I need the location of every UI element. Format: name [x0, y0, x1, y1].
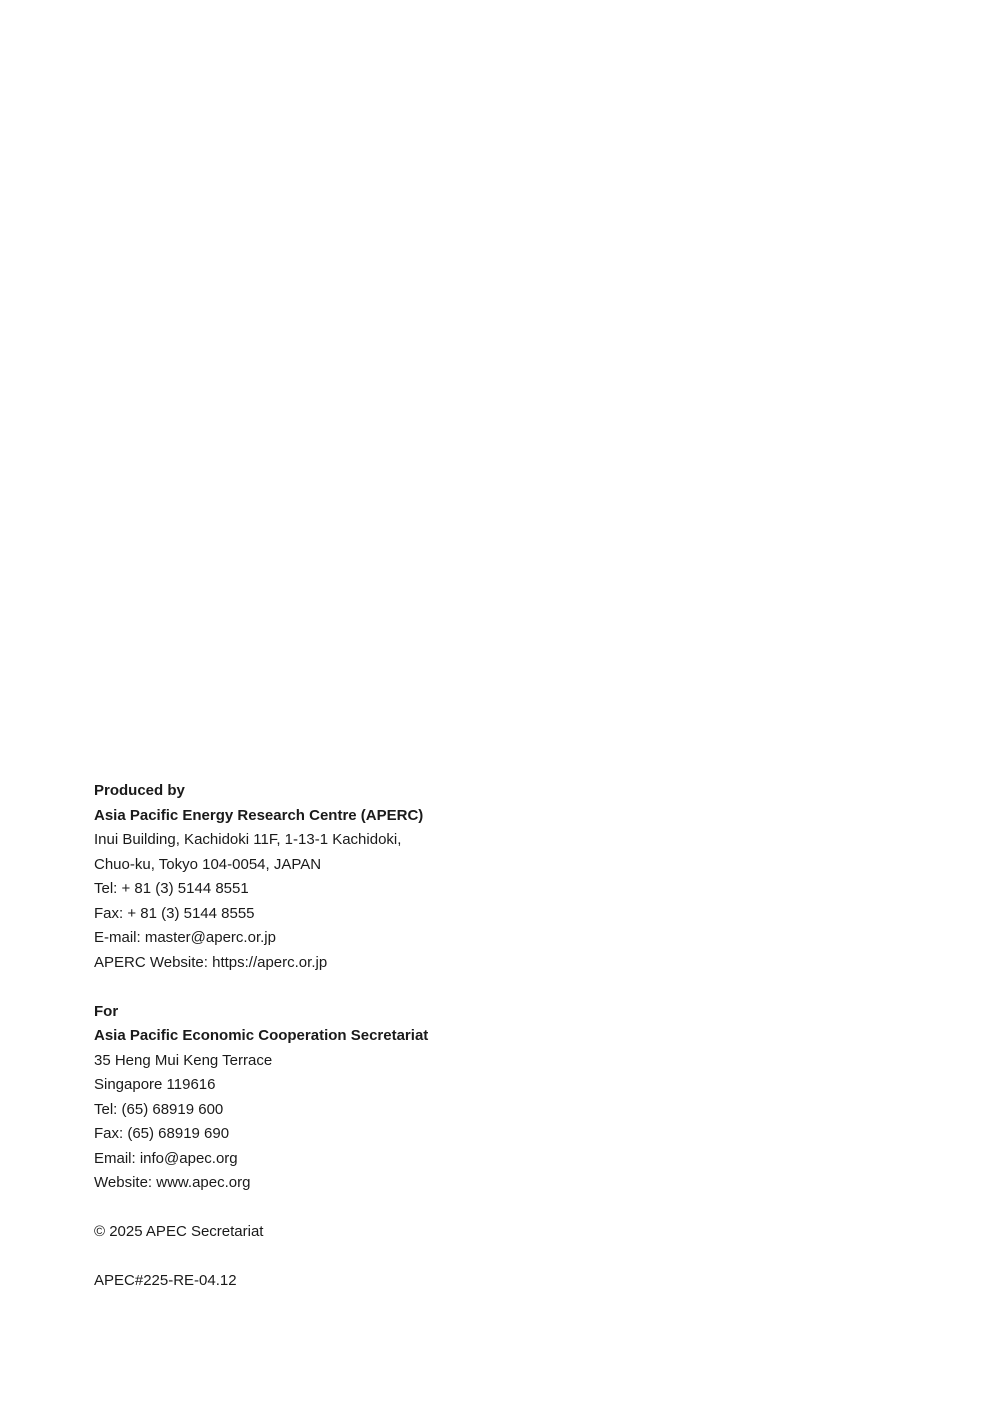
- producer-address-line-2: Chuo-ku, Tokyo 104-0054, JAPAN: [94, 855, 322, 873]
- for-section: [94, 1000, 694, 1196]
- for-website: Website: www.apec.org: [94, 1174, 251, 1191]
- copyright-notice: © 2025 APEC Secretariat: [94, 1223, 264, 1240]
- producer-address-line-1: Inui Building, Kachidoki 11F, 1-13-1 Kachidoki,: [94, 831, 402, 848]
- producer-website: APERC Website: https://aperc.or.jp: [94, 953, 328, 971]
- publication-number: APEC#225-RE-04.12: [94, 1272, 237, 1289]
- producer-organization: Asia Pacific Energy Research Centre (APERC): [94, 806, 424, 824]
- for-organization: Asia Pacific Economic Cooperation Secretariat: [94, 1027, 429, 1044]
- produced-by-heading: Produced by: [94, 782, 185, 799]
- spacer: [94, 975, 694, 1000]
- producer-email: E-mail: master@aperc.or.jp: [94, 929, 276, 946]
- for-heading: For: [94, 1002, 119, 1020]
- spacer: [94, 1196, 694, 1221]
- for-address-line-2: Singapore 119616: [94, 1076, 216, 1093]
- producer-tel: Tel: + 81 (3) 5144 8551: [94, 880, 249, 897]
- for-email: Email: info@apec.org: [94, 1149, 238, 1167]
- for-address-line-1: 35 Heng Mui Keng Terrace: [94, 1051, 273, 1069]
- for-tel: Tel: (65) 68919 600: [94, 1100, 224, 1118]
- for-fax: Fax: (65) 68919 690: [94, 1125, 230, 1142]
- spacer: [94, 1245, 694, 1270]
- colophon: [94, 779, 694, 1294]
- produced-by-section: [94, 779, 694, 975]
- producer-fax: Fax: + 81 (3) 5144 8555: [94, 904, 255, 922]
